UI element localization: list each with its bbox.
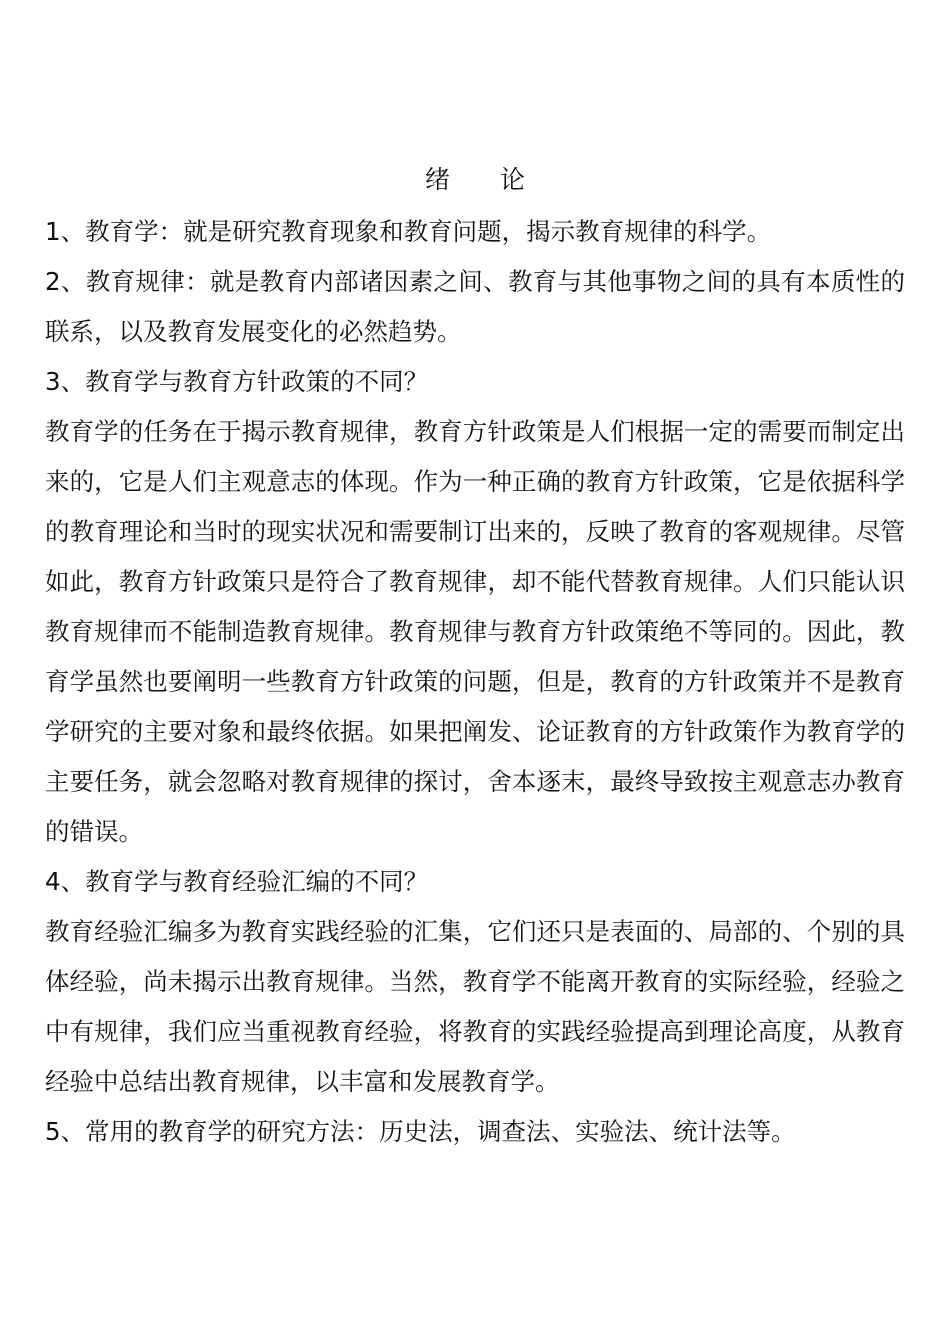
document-title: 绪 论 xyxy=(424,165,525,194)
definition-education-science: 1、教育学：就是研究教育现象和教育问题，揭示教育规律的科学。 xyxy=(45,217,772,246)
answer-experience-difference: 教育经验汇编多为教育实践经验的汇集，它们还只是表面的、局部的、个别的具体经验，尚未揭示出教育规律。当然，教育学不能离开教育的实际经验，经验之中有规律，我们应当重视教育经验，将教育的实践经验提高到理论高度，从教育经验中总结出教育规律，以丰富和发展教育学。 xyxy=(45,917,905,1096)
document-body xyxy=(45,207,905,1157)
question-experience-difference: 4、教育学与教育经验汇编的不同？ xyxy=(45,867,429,896)
question-policy-difference: 3、教育学与教育方针政策的不同？ xyxy=(45,367,429,396)
research-methods: 5、常用的教育学的研究方法：历史法，调查法、实验法、统计法等。 xyxy=(45,1117,796,1146)
definition-education-law: 2、教育规律：就是教育内部诸因素之间、教育与其他事物之间的具有本质性的联系，以及教育发展变化的必然趋势。 xyxy=(45,267,905,346)
answer-policy-difference: 教育学的任务在于揭示教育规律，教育方针政策是人们根据一定的需要而制定出来的，它是人们主观意志的体现。作为一种正确的教育方针政策，它是依据科学的教育理论和当时的现实状况和需要制订出来的，反映了教育的客观规律。尽管如此，教育方针政策只是符合了教育规律，却不能代替教育规律。人们只能认识教育规律而不能制造教育规律。教育规律与教育方针政策绝不等同的。因此，教育学虽然也要阐明一些教育方针政策的问题，但是，教育的方针政策并不是教育学研究的主要对象和最终依据。如果把阐发、论证教育的方针政策作为教育学的主要任务，就会忽略对教育规律的探讨，舍本逐末，最终导致按主观意志办教育的错误。 xyxy=(45,417,905,846)
